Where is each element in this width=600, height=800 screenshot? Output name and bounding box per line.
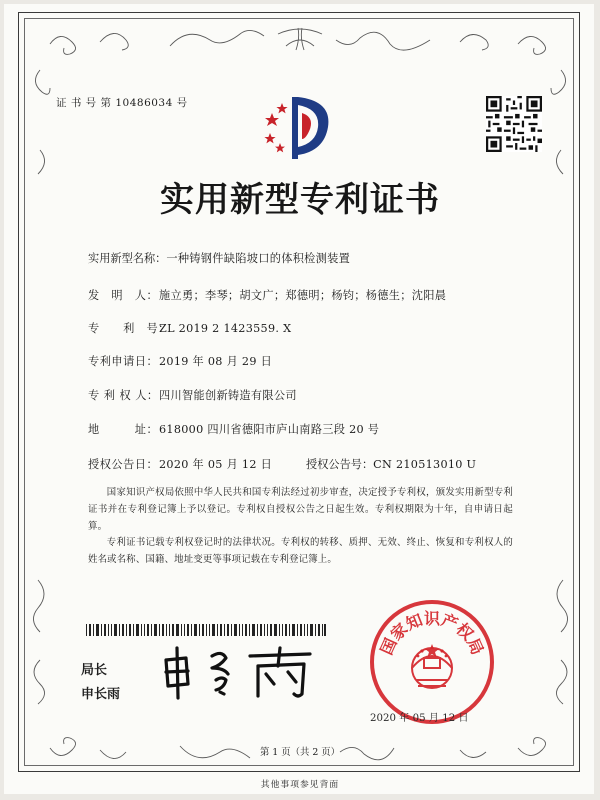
grant-number-row — [306, 456, 476, 472]
director-title: 局长 — [81, 663, 108, 678]
filing-date: 2019 年 08 月 29 日 — [159, 355, 273, 368]
patentee: 四川智能创新铸造有限公司 — [159, 389, 297, 402]
body-paragraph-2: 专利证书记载专利权登记时的法律状况。专利权的转移、质押、无效、终止、恢复和专利权人的姓名或名称、国籍、地址变更等事项记载在专利登记簿上。 — [88, 537, 513, 565]
address-row — [88, 421, 379, 437]
inventors: 施立勇；李琴；胡文广；郑德明；杨钧；杨德生；沈阳晨 — [159, 289, 447, 302]
filing-date-row — [88, 353, 272, 369]
qr-code — [486, 96, 542, 152]
footnote: 其他事项参见背面 — [260, 780, 340, 790]
patent-number-row — [88, 320, 291, 336]
grant-date: 2020 年 05 月 12 日 — [159, 458, 273, 471]
barcode — [86, 624, 326, 636]
address-label: 地 址： — [88, 423, 159, 436]
right-ornament-border — [545, 60, 575, 730]
left-ornament-border — [26, 60, 56, 730]
cnipa-logo-icon — [262, 93, 338, 163]
director-signature — [158, 644, 318, 700]
grant-number-label: 授权公告号： — [306, 458, 374, 471]
body-paragraph-1: 国家知识产权局依照中华人民共和国专利法经过初步审查，决定授予专利权，颁发实用新型专利证书并在专利登记簿上予以登记。专利权自授权公告之日起生效。专利权期限为十年，自申请日起算。 — [88, 487, 513, 532]
patent-number-label: 专 利 号： — [88, 322, 170, 335]
patentee-row — [88, 387, 297, 403]
director-name: 申长雨 — [81, 687, 121, 702]
address: 618000 四川省德阳市庐山南路三段 20 号 — [159, 423, 380, 436]
grant-number: CN 210513010 U — [373, 458, 477, 471]
top-ornament-border — [40, 24, 560, 60]
utility-model-name: 一种铸钢件缺陷坡口的体积检测装置 — [166, 252, 351, 265]
seal-text: 国家知识产权局 — [376, 609, 488, 658]
seal-date: 2020 年 05 月 12 日 — [370, 713, 469, 724]
page-number: 第 1 页（共 2 页） — [259, 747, 341, 758]
inventor-row — [88, 287, 446, 303]
certificate-number: 证 书 号 第 10486034 号 — [56, 97, 188, 109]
filing-date-label: 专利申请日： — [88, 355, 159, 368]
official-seal — [368, 598, 496, 726]
certificate-title: 实用新型专利证书 — [160, 180, 440, 220]
utility-model-name-row — [88, 250, 350, 266]
inventor-label: 发 明 人： — [88, 289, 159, 302]
grant-date-row — [88, 456, 272, 472]
utility-model-name-label: 实用新型名称： — [88, 252, 167, 265]
patentee-label: 专 利 权 人： — [88, 389, 159, 402]
grant-date-label: 授权公告日： — [88, 458, 159, 471]
patent-number: ZL 2019 2 1423559. X — [159, 322, 292, 335]
